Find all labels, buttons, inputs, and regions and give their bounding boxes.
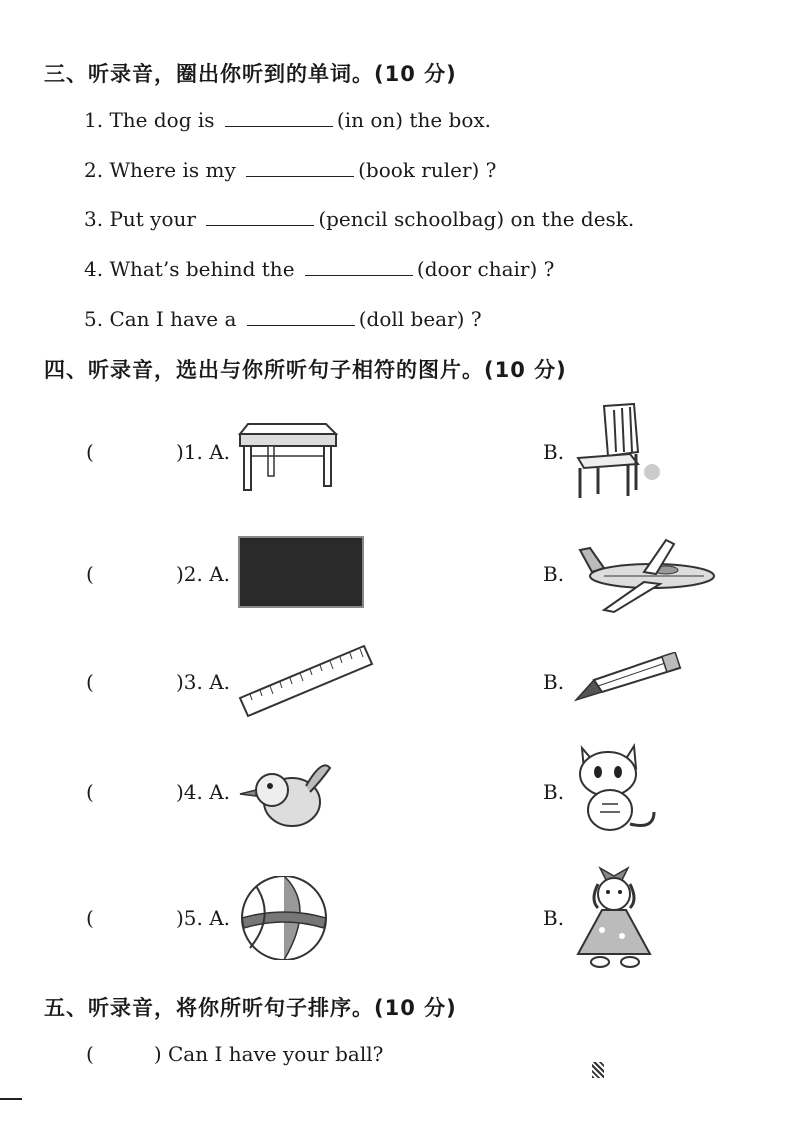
options-2[interactable]: (book ruler) (358, 158, 480, 182)
option-b-label-1: B. (543, 440, 565, 464)
answer-blank-3[interactable] (206, 205, 314, 226)
option-a-label-4: )4. A. (176, 780, 231, 804)
picture-question-3 (0, 634, 800, 734)
option-b-label-2: B. (543, 562, 565, 586)
qr-code-icon (592, 1062, 604, 1078)
section4-heading: 四、听录音，选出与你所听句子相符的图片。(10 分) (44, 358, 567, 382)
option-a-label-2: )2. A. (176, 562, 231, 586)
question-4: 4. What’s behind the (door chair) ? (84, 257, 555, 281)
option-b-label-5: B. (543, 906, 565, 930)
answer-paren-1[interactable]: ( (86, 440, 94, 464)
option-b-label-4: B. (543, 780, 565, 804)
answer-paren-4[interactable]: ( (86, 780, 94, 804)
picture-question-5 (0, 862, 800, 962)
option-a-label-5: )5. A. (176, 906, 231, 930)
bird-picture-icon[interactable] (236, 752, 334, 830)
options-3[interactable]: (pencil schoolbag) (318, 207, 505, 231)
option-b-label-3: B. (543, 670, 565, 694)
ball-picture-icon[interactable] (236, 876, 332, 960)
options-4[interactable]: (door chair) (416, 257, 538, 281)
doll-picture-icon[interactable] (572, 864, 656, 970)
blackboard-picture-icon[interactable] (238, 536, 364, 608)
picture-question-1 (0, 400, 800, 500)
plane-picture-icon[interactable] (574, 536, 718, 616)
answer-blank-4[interactable] (305, 255, 413, 276)
ordering-item-1: ( ) Can I have your ball? (86, 1042, 384, 1066)
answer-paren-5[interactable]: ( (86, 906, 94, 930)
picture-question-4 (0, 740, 800, 840)
question-3: 3. Put your (pencil schoolbag) on the desk. (84, 207, 635, 231)
options-1[interactable]: (in on) (336, 108, 404, 132)
answer-blank-5[interactable] (247, 305, 355, 326)
question-5: 5. Can I have a (doll bear) ? (84, 307, 482, 331)
page-edge-mark (0, 1098, 22, 1100)
answer-blank-1[interactable] (225, 106, 333, 127)
options-5[interactable]: (doll bear) (358, 307, 465, 331)
section5-heading: 五、听录音，将你所听句子排序。(10 分) (44, 996, 457, 1020)
question-1: 1. The dog is (in on) the box. (84, 108, 492, 132)
cat-picture-icon[interactable] (574, 740, 660, 836)
answer-paren-3[interactable]: ( (86, 670, 94, 694)
answer-blank-2[interactable] (246, 156, 354, 177)
ruler-picture-icon[interactable] (236, 638, 376, 720)
section3-heading: 三、听录音，圈出你听到的单词。(10 分) (44, 62, 457, 86)
option-a-label-3: )3. A. (176, 670, 231, 694)
chair-picture-icon[interactable] (574, 402, 666, 500)
ordering-paren-1[interactable]: ( (86, 1042, 94, 1066)
answer-paren-2[interactable]: ( (86, 562, 94, 586)
picture-question-2 (0, 520, 800, 620)
pencil-picture-icon[interactable] (574, 652, 686, 704)
desk-picture-icon[interactable] (238, 416, 338, 494)
question-2: 2. Where is my (book ruler) ? (84, 158, 497, 182)
option-a-label-1: )1. A. (176, 440, 231, 464)
